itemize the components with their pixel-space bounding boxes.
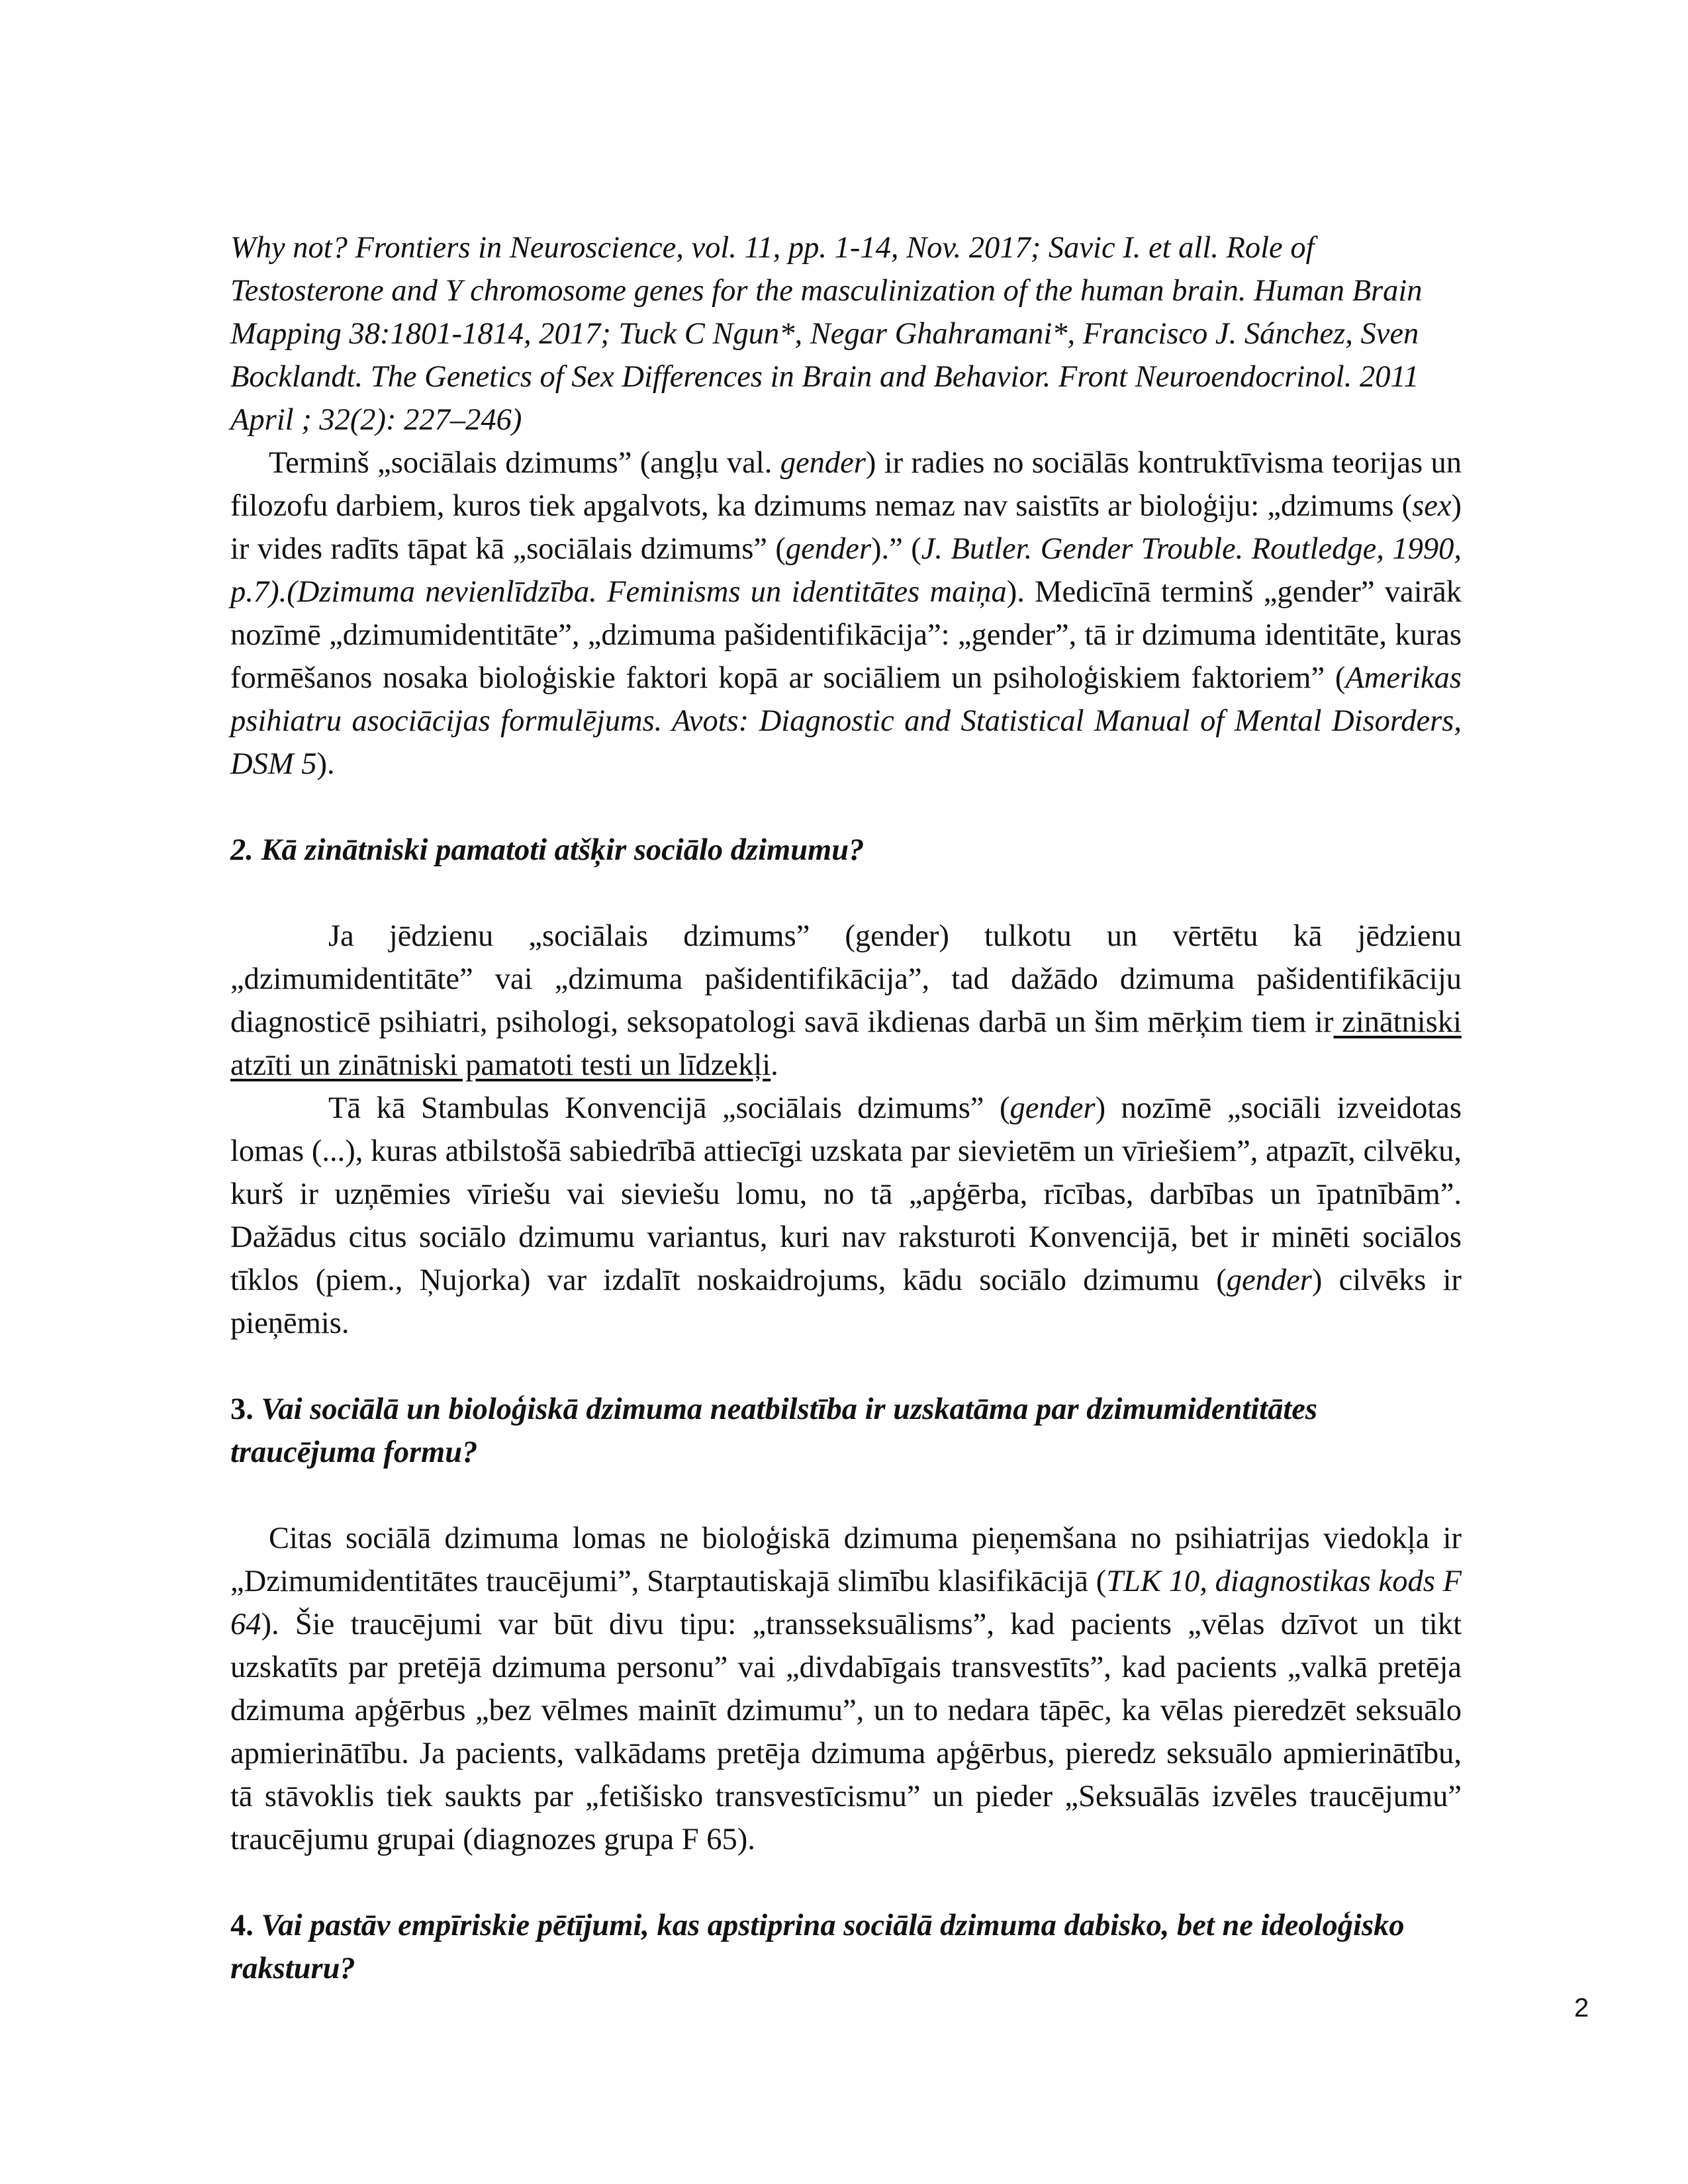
page-number: 2 — [1574, 1993, 1589, 2023]
section-3-paragraph: Citas sociālā dzimuma lomas ne bioloģiskā dzimuma pieņemšana no psihiatrijas viedokļa ir „Dzimumidentitātes traucējumi”, Starptautiskajā slimību klasifikācijā (TLK 10, diagnostikas kods F 64). Šie traucējumi var būt divu tipu: „transseksuālisms”, kad pacients „vēlas dzīvot un tikt uzskatīts par pretējā dzimuma personu” vai „divdabīgais transvestīts”, kad pacients „valkā pretēja dzimuma apģērbus „bez vēlmes mainīt dzimumu”, un to nedara tāpēc, ka vēlas pieredzēt seksuālo apmierinātību. Ja pacients, valkādams pretēja dzimuma apģērbus, pieredz seksuālo apmierinātību, tā stāvoklis tiek saukts par „fetišisko transvestīcismu” un pieder „Seksuālās izvēles traucējumu” traucējumu grupai (diagnozes grupa F 65). — [230, 1522, 1462, 1856]
paragraph-gender-definition: Terminš „sociālais dzimums” (angļu val. gender) ir radies no sociālās kontruktīvisma teorijas un filozofu darbiem, kuros tiek apgalvots, ka dzimums nemaz nav saistīts ar bioloģiju: „dzimums (sex) ir vides radīts tāpat kā „sociālais dzimums” (gender).” (J. Butler. Gender Trouble. Routledge, 1990, p.7).(Dzimuma nevienlīdzība. Feminisms un identitātes maiņa). Medicīnā terminš „gender” vairāk nozīmē „dzimumidentitāte”, „dzimuma pašidentifikācija”: „gender”, tā ir dzimuma identitāte, kuras formēšanos nosaka bioloģiskie faktori kopā ar sociāliem un psiholoģiskiem faktoriem” (Amerikas psihiatru asociācijas formulējums. Avots: Diagnostic and Statistical Manual of Mental Disorders, DSM 5). — [230, 446, 1462, 781]
section-2-paragraph-1: Ja jēdzienu „sociālais dzimums” (gender) tulkotu un vērtētu kā jēdzienu „dzimumidentitāte” vai „dzimuma pašidentifikācija”, tad dažādo dzimuma pašidentifikāciju diagnosticē psihiatri, psihologi, seksopatologi savā ikdienas darbā un šim mērķim tiem ir zinātniski atzīti un zinātniski pamatoti testi un līdzekļi. — [230, 919, 1462, 1082]
section-2-heading: 2. Kā zinātniski pamatoti atšķir sociālo dzimumu? — [230, 833, 865, 867]
section-3-heading: 3. Vai sociālā un bioloģiskā dzimuma neatbilstība ir uzskatāma par dzimumidentitātes traucējuma formu? — [230, 1392, 1318, 1469]
document-page — [230, 226, 1462, 1990]
section-2-paragraph-2: Tā kā Stambulas Konvencijā „sociālais dzimums” (gender) nozīmē „sociāli izveidotas lomas (...), kuras atbilstošā sabiedrībā attiecīgi uzskata par sievietēm un vīriešiem”, atpazīt, cilvēku, kurš ir uzņēmies vīriešu vai sieviešu lomu, no tā „apģērba, rīcības, darbības un īpatnībām”. Dažādus citus sociālo dzimumu variantus, kuri nav raksturoti Konvencijā, bet ir minēti sociālos tīklos (piem., Ņujorka) var izdalīt noskaidrojums, kādu sociālo dzimumu (gender) cilvēks ir pieņēmis. — [230, 1091, 1462, 1340]
underlined-phrase: zinātniski atzīti un zinātniski pamatoti testi un līdzekļi — [230, 1005, 1462, 1082]
section-4-heading: 4. Vai pastāv empīriskie pētījumi, kas apstiprina sociālā dzimuma dabisko, bet ne ideoloģisko raksturu? — [230, 1909, 1405, 1985]
reference-continuation: Why not? Frontiers in Neuroscience, vol. 11, pp. 1-14, Nov. 2017; Savic I. et all. Role of Testosterone and Y chromosome genes for the masculinization of the human brain. Human Brain Mapping 38:1801-1814, 2017; Tuck C Ngun*, Negar Ghahramani*, Francisco J. Sánchez, Sven Bocklandt. The Genetics of Sex Differences in Brain and Behavior. Front Neuroendocrinol. 2011 April ; 32(2): 227–246) — [230, 231, 1423, 437]
